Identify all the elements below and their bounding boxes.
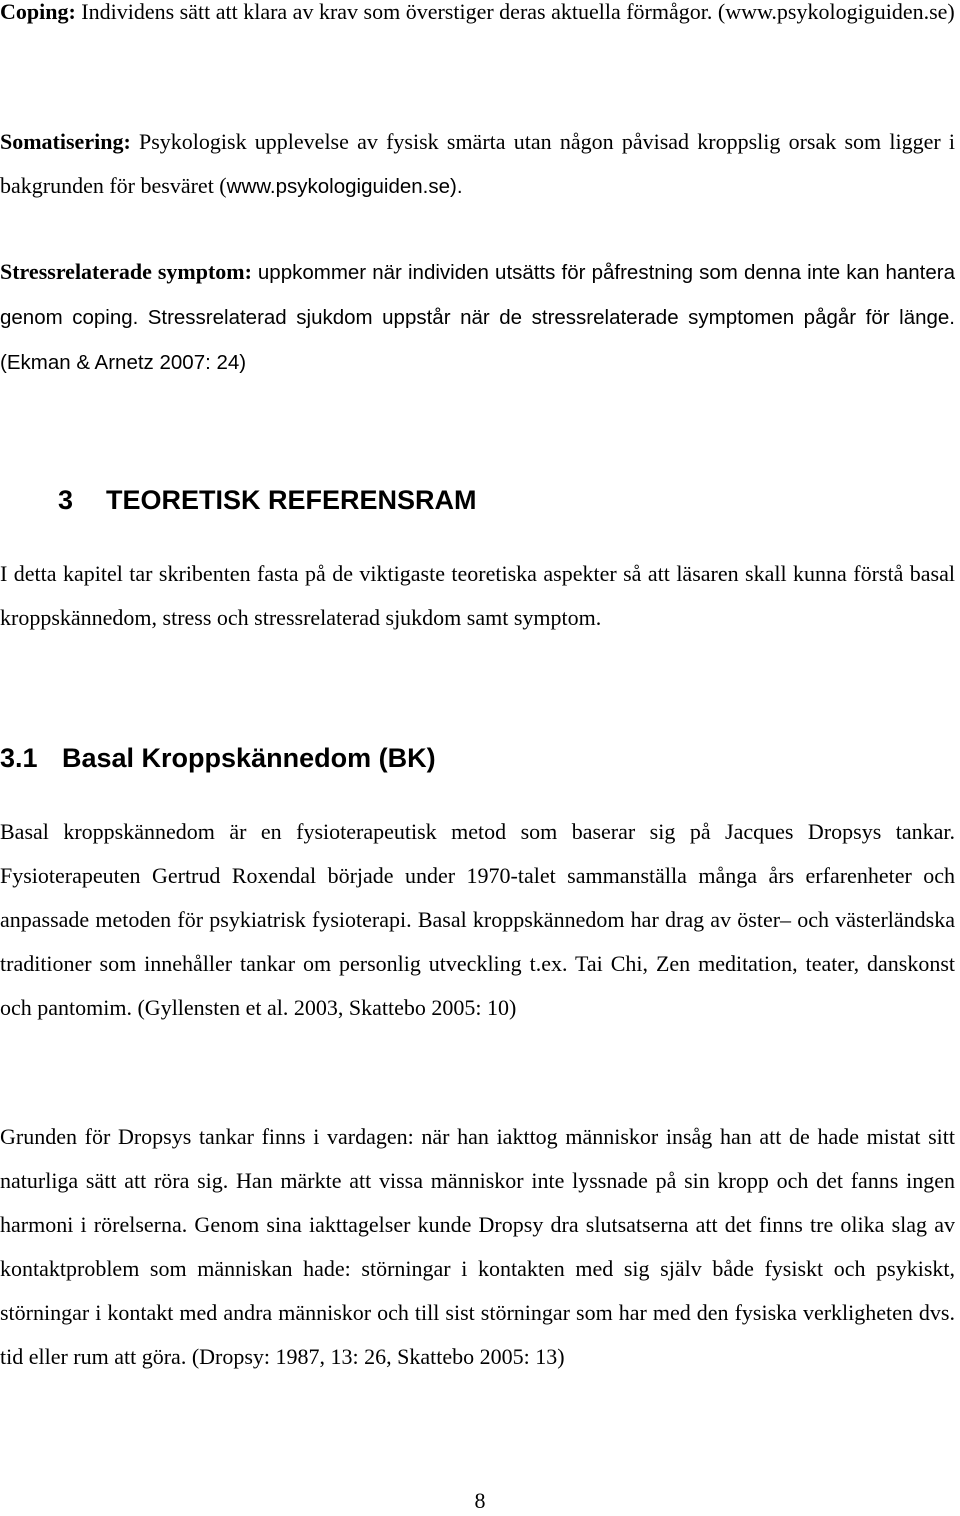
- section-3-1-paragraph-1: Basal kroppskännedom är en fysioterapeutisk metod som baserar sig på Jacques Dropsys tankar. Fysioterapeuten Gertrud Roxendal började under 1970-talet sammanställa många års erfarenheter och anpassade metoden för psykiatrisk fysioterapi. Basal kroppskännedom har drag av öster– och västerländska traditioner som innehåller tankar om personlig utveckling t.ex. Tai Chi, Zen meditation, teater, danskonst och pantomim. (Gyllensten et al. 2003, Skattebo 2005: 10): [0, 819, 955, 1020]
- definition-stress: [0, 250, 955, 385]
- definition-coping: [0, 0, 955, 34]
- definition-term: Somatisering:: [0, 129, 131, 154]
- section-3-body: I detta kapitel tar skribenten fasta på de viktigaste teoretiska aspekter så att läsaren skall kunna förstå basal kroppskännedom, stress och stressrelaterad sjukdom samt symptom.: [0, 561, 955, 630]
- page-number: 8: [474, 1488, 486, 1513]
- section-number: 3.1: [0, 743, 38, 773]
- section-heading-3: [58, 482, 477, 518]
- source-link: www.psykologiguiden.se).: [226, 175, 463, 198]
- section-3-1-paragraph-2: Grunden för Dropsys tankar finns i vardagen: när han iakttog människor insåg han att de hade mistat sitt naturliga sätt att röra sig. Han märkte att vissa människor inte lyssnade på sin kropp och det fanns ingen harmoni i rörelserna. Genom sina iakttagelser kunde Dropsy dra slutsatserna att det finns tre olika slag av kontaktproblem som människan hade: störningar i kontakten med sig själv både fysiskt och psykiskt, störningar i kontakt med andra människor och till sist störningar som har med den fysiska verkligheten dvs. tid eller rum att göra. (Dropsy: 1987, 13: 26, Skattebo 2005: 13): [0, 1124, 955, 1369]
- definition-text-serif: Stressrelaterad sjukdom uppstår när de stressrelaterade symptomen pågår för länge.: [147, 306, 955, 329]
- section-heading-3-1: [0, 740, 436, 776]
- definition-text-sans: uppkommer när individen utsätts för påfrestning som denna inte kan hantera genom coping.: [0, 261, 955, 329]
- section-title: Basal Kroppskännedom (BK): [62, 743, 436, 773]
- section-title: TEORETISK REFERENSRAM: [106, 485, 477, 515]
- definition-term: Coping:: [0, 0, 76, 24]
- section-number: 3: [58, 485, 74, 515]
- definition-term: Stressrelaterade symptom:: [0, 259, 252, 284]
- citation: (Ekman & Arnetz 2007: 24): [0, 351, 247, 374]
- definition-somatisering: [0, 120, 955, 209]
- definition-text: Psykologisk upplevelse av fysisk smärta utan någon påvisad kroppslig orsak som ligger i bakgrunden för besväret (: [0, 129, 956, 198]
- definition-text: Individens sätt att klara av krav som överstiger deras aktuella förmågor. (www.psykologiguiden.se): [81, 0, 955, 24]
